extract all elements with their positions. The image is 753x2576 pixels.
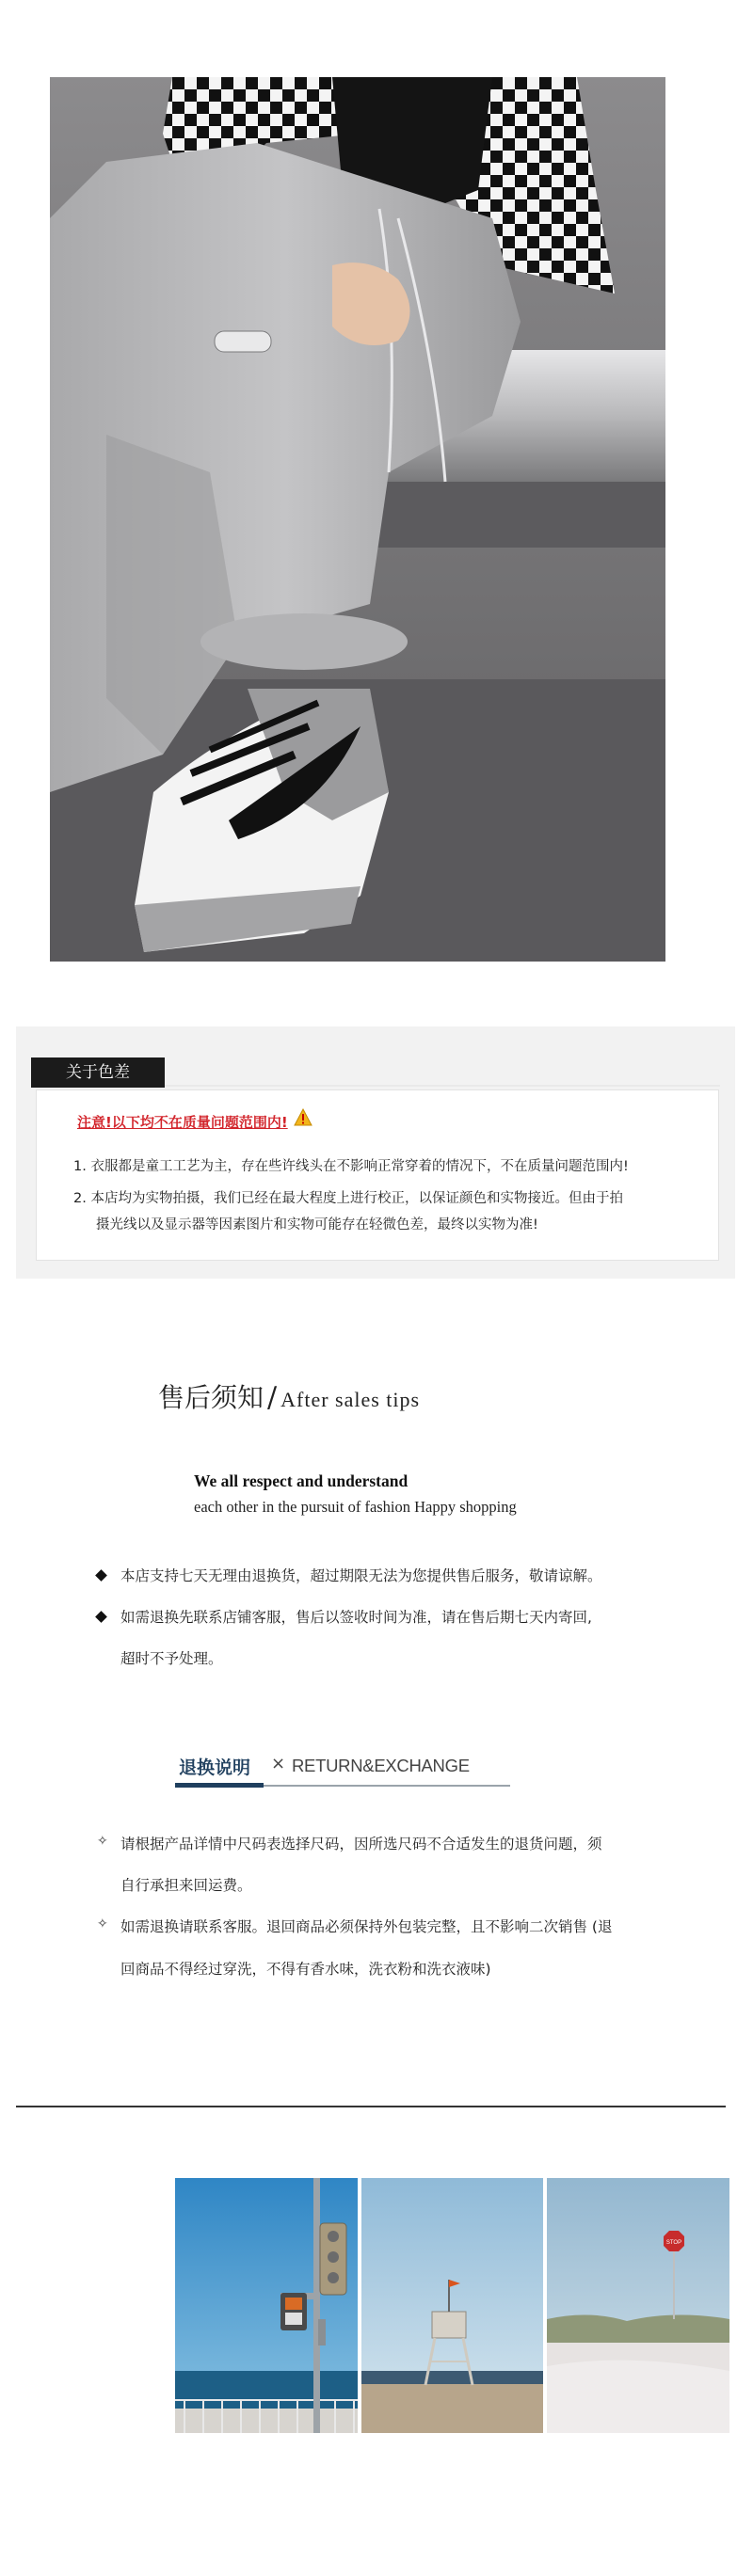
aftersales-title <box>158 1377 420 1415</box>
return-item-1-continued: 自行承担来回运费。 <box>120 1877 252 1894</box>
sparkle-bullet-icon: ✧ <box>97 1834 108 1849</box>
notice-item-2: 2. 本店均为实物拍摄，我们已经在最大程度上进行校正，以保证颜色和实物接近。但由于拍 <box>73 1191 623 1206</box>
return-item-2: 如需退换请联系客服。退回商品必须保持外包装完整，且不影响二次销售 (退 <box>120 1918 613 1935</box>
sparkle-bullet-icon: ✧ <box>97 1916 108 1932</box>
diamond-bullet-icon <box>95 1569 107 1582</box>
pursuit-line: each other in the pursuit of fashion Happy shopping <box>194 1498 517 1516</box>
aftersales-title-slash: / <box>267 1381 278 1414</box>
return-underline-rule <box>264 1785 510 1787</box>
return-title-en: RETURN&EXCHANGE <box>292 1756 470 1775</box>
notice-warning-text: 注意!以下均不在质量问题范围内! <box>77 1114 288 1131</box>
warning-triangle-icon <box>294 1108 312 1127</box>
aftersales-tip-2: 如需退换先联系店铺客服，售后以签收时间为准，请在售后期七天内寄回, <box>120 1609 592 1626</box>
notice-item-1: 1. 衣服都是童工工艺为主，存在些许线头在不影响正常穿着的情况下，不在质量问题范围内! <box>73 1159 629 1174</box>
aftersales-tip-1: 本店支持七天无理由退换货，超过期限无法为您提供售后服务，敬请谅解。 <box>120 1567 602 1584</box>
return-title-cn: 退换说明 <box>179 1757 251 1778</box>
return-underline-accent <box>175 1783 264 1788</box>
notice-header: 关于色差 <box>31 1057 165 1088</box>
stop-sign-text: STOP <box>665 2240 682 2246</box>
return-item-2-continued: 回商品不得经过穿洗，不得有香水味，洗衣粉和洗衣液味) <box>120 1961 491 1978</box>
beach-photo-strip <box>175 2178 729 2433</box>
section-divider <box>16 2106 726 2107</box>
aftersales-tip-2-continued: 超时不予处理。 <box>120 1650 223 1667</box>
product-photo-sweatpants <box>50 77 665 962</box>
return-item-1: 请根据产品详情中尺码表选择尺码，因所选尺码不合适发生的退货问题，须 <box>120 1836 602 1852</box>
return-title-separator: × <box>271 1754 286 1773</box>
respect-line: We all respect and understand <box>194 1471 409 1490</box>
beach-photo-dunes <box>547 2178 729 2433</box>
aftersales-title-en: After sales tips <box>280 1388 421 1411</box>
diamond-bullet-icon <box>95 1611 107 1623</box>
notice-header-rule <box>165 1085 720 1087</box>
beach-photo-traffic-light <box>175 2178 358 2433</box>
notice-item-2-continued: 摄光线以及显示器等因素图片和实物可能存在轻微色差，最终以实物为准! <box>96 1217 538 1232</box>
beach-photo-lifeguard-tower <box>361 2178 543 2433</box>
aftersales-title-cn: 售后须知 <box>158 1382 264 1413</box>
